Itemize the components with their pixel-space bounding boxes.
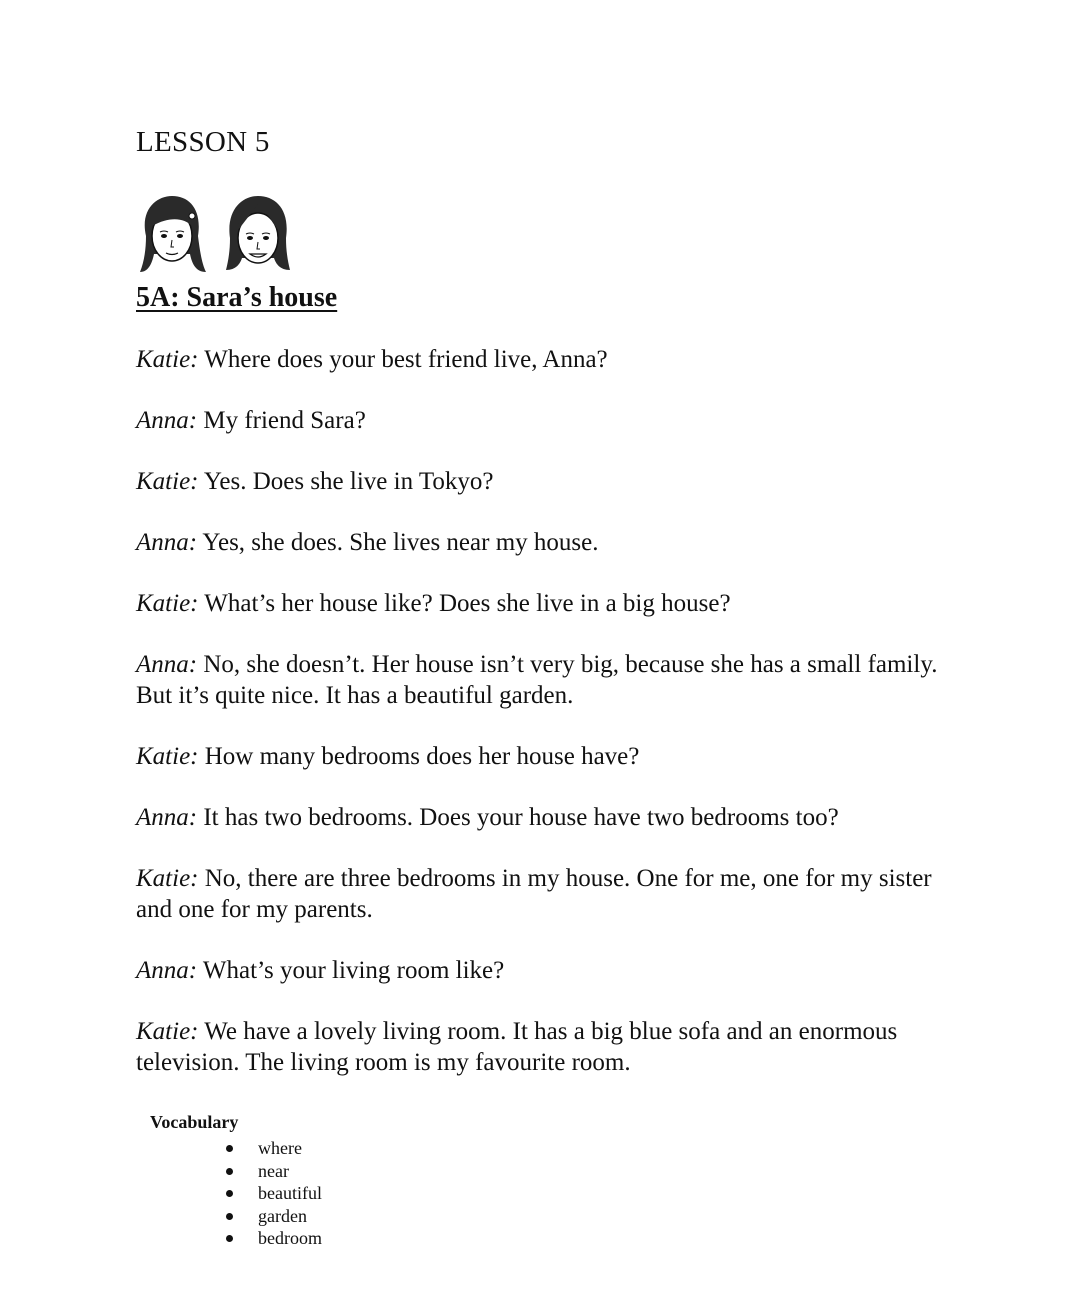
speaker-name: Anna:: [136, 529, 198, 556]
dialogue-line: [136, 527, 956, 558]
dialogue-line: [136, 955, 956, 986]
vocabulary-title: Vocabulary: [150, 1112, 239, 1132]
dialogue-text: What’s your living room like?: [197, 957, 505, 984]
dialogue-text: How many bedrooms does her house have?: [198, 743, 640, 770]
bullet-icon: [226, 1213, 233, 1220]
dialogue-line: [136, 588, 956, 619]
vocabulary-item: [226, 1205, 322, 1228]
speaker-name: Katie:: [136, 468, 199, 495]
speaker-name: Anna:: [136, 804, 198, 831]
speaker-name: Katie:: [136, 590, 199, 617]
bullet-icon: [226, 1235, 233, 1242]
dialogue: [136, 344, 956, 1108]
lesson-title: LESSON 5: [136, 126, 270, 158]
vocabulary-word: near: [258, 1160, 289, 1181]
bullet-icon: [226, 1190, 233, 1197]
bullet-icon: [226, 1168, 233, 1175]
dialogue-line: [136, 405, 956, 436]
vocabulary-list: [150, 1137, 322, 1250]
vocabulary-item: [226, 1160, 322, 1183]
vocabulary-word: where: [258, 1138, 302, 1158]
vocabulary-word: bedroom: [258, 1228, 322, 1248]
vocabulary-section: [150, 1112, 322, 1250]
dialogue-text: My friend Sara?: [197, 407, 366, 434]
character-portraits: [136, 192, 306, 276]
speaker-name: Anna:: [136, 407, 198, 434]
bullet-icon: [226, 1145, 233, 1152]
speaker-name: Anna:: [136, 651, 198, 678]
dialogue-text: No, she doesn’t. Her house isn’t very big, because she has a small family. But it’s quite nice. It has a beautiful garden.: [136, 651, 938, 709]
dialogue-text: Yes. Does she live in Tokyo?: [198, 468, 494, 495]
vocabulary-item: [226, 1137, 322, 1160]
dialogue-text: Yes, she does. She lives near my house.: [197, 529, 599, 556]
dialogue-line: [136, 802, 956, 833]
section-title: 5A: Sara’s house: [136, 282, 338, 313]
speaker-name: Anna:: [136, 957, 198, 984]
speaker-name: Katie:: [136, 346, 199, 373]
dialogue-line: [136, 649, 956, 711]
dialogue-text: Where does your best friend live, Anna?: [198, 346, 608, 373]
dialogue-line: [136, 741, 956, 772]
speaker-name: Katie:: [136, 865, 199, 892]
dialogue-text: It has two bedrooms. Does your house have two bedrooms too?: [197, 804, 839, 831]
vocabulary-item: [226, 1182, 322, 1205]
girl-avatar-icon: [136, 192, 208, 276]
dialogue-line: [136, 344, 956, 375]
speaker-name: Katie:: [136, 1018, 199, 1045]
vocabulary-word: beautiful: [258, 1183, 322, 1203]
vocabulary-word: garden: [258, 1205, 307, 1226]
dialogue-text: We have a lovely living room. It has a big blue sofa and an enormous television. The living room is my favourite room.: [136, 1018, 898, 1076]
dialogue-line: [136, 466, 956, 497]
speaker-name: Katie:: [136, 743, 199, 770]
dialogue-line: [136, 863, 956, 925]
dialogue-text: What’s her house like? Does she live in a big house?: [198, 590, 731, 617]
girl-avatar-icon: [222, 192, 294, 276]
vocabulary-item: [226, 1227, 322, 1250]
dialogue-line: [136, 1016, 956, 1078]
dialogue-text: No, there are three bedrooms in my house. One for me, one for my sister and one for my parents.: [136, 865, 932, 923]
